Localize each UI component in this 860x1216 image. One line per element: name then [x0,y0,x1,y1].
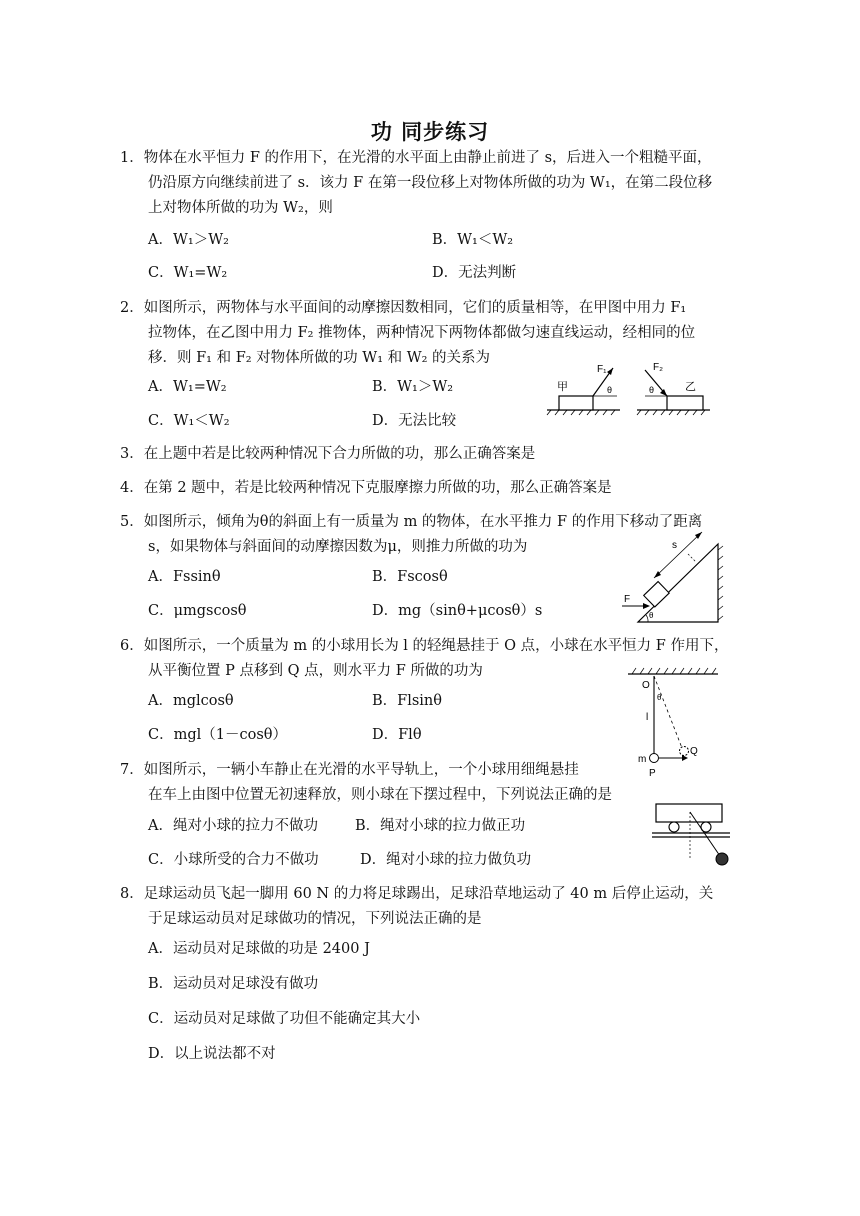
option: B．W₁＞W₂ [372,379,454,395]
question-line [120,758,740,783]
label-yi: 乙 [685,381,696,393]
figure-incline [618,524,728,628]
label-m: m [638,754,647,765]
option: B．Fscosθ [372,569,448,585]
label-s: s [672,540,677,551]
figure-right-push [637,362,710,415]
question-number: 4． [120,480,144,496]
figure-two-blocks [545,358,715,420]
figure-left-pull [547,364,620,415]
label-p: P [649,768,656,779]
option: D．绳对小球的拉力做负功 [360,852,532,868]
option: A．Fssinθ [148,569,221,585]
question-line: 在车上由图中位置无初速释放，则小球在下摆过程中，下列说法正确的是 [148,787,612,803]
question-line: 仍沿原方向继续前进了 s．该力 F 在第一段位移上对物体所做的功为 W₁，在第二段位移 [148,175,713,191]
question-text: 足球运动员飞起一脚用 60 N 的力将足球踢出，足球沿草地运动了 40 m 后停止运动，关 [143,886,714,902]
question-number: 3． [120,446,144,462]
option: A．绳对小球的拉力不做功 [148,818,318,834]
label-theta: θ [657,693,662,702]
question-text: 如图所示，两物体与水平面间的动摩擦因数相同，它们的质量相等，在甲图中用力 F₁ [143,300,687,316]
option: C．μmgscosθ [148,603,247,619]
question-line [120,146,740,171]
question-1 [120,146,740,221]
option: C．W₁＜W₂ [148,413,230,429]
question-line: 拉物体，在乙图中用力 F₂ 推物体，两种情况下两物体都做匀速直线运动，经相同的位 [148,325,696,341]
question-number: 8． [120,886,144,902]
option: B．运动员对足球没有做功 [148,976,319,992]
option: B．Flsinθ [372,693,443,709]
question-text: 如图所示，一辆小车静止在光滑的水平导轨上，一个小球用细绳悬挂 [143,762,579,778]
option: C．mgl（1－cosθ） [148,727,288,743]
question-7 [120,758,740,808]
question-4 [120,476,740,501]
label-theta: θ [607,385,613,395]
option: D．Flθ [372,727,422,743]
question-line: 移．则 F₁ 和 F₂ 对物体所做的功 W₁ 和 W₂ 的关系为 [148,350,491,366]
option: D．无法判断 [432,265,517,281]
question-line [120,296,740,321]
option: A．mglcosθ [148,693,234,709]
page-title: 功 同步练习 [370,119,490,144]
question-text: 物体在水平恒力 F 的作用下，在光滑的水平面上由静止前进了 s，后进入一个粗糙平面， [143,150,712,166]
label-q: Q [690,746,698,757]
label-theta: θ [649,611,654,620]
question-line: 于足球运动员对足球做功的情况，下列说法正确的是 [148,911,482,927]
question-line: s，如果物体与斜面间的动摩擦因数为μ，则推力所做的功为 [148,539,528,555]
question-line [120,476,740,501]
label-o: O [642,680,650,691]
question-text: 如图所示，倾角为θ的斜面上有一质量为 m 的物体，在水平推力 F 的作用下移动了距离 [143,514,703,530]
question-8 [120,882,740,932]
question-line [120,442,740,467]
option: A．W₁＞W₂ [148,232,229,248]
question-text: 如图所示，一个质量为 m 的小球用长为 l 的轻绳悬挂于 O 点，小球在水平恒力 F 作用下， [143,638,729,654]
question-line [120,634,740,659]
option: B．绳对小球的拉力做正功 [355,818,526,834]
question-number: 2． [120,300,144,316]
question-text: 在第 2 题中，若是比较两种情况下克服摩擦力所做的功，那么正确答案是 [143,480,612,496]
option: D．无法比较 [372,413,457,429]
question-number: 6． [120,638,144,654]
label-f1: F₁ [597,364,607,375]
question-text: 在上题中若是比较两种情况下合力所做的功，那么正确答案是 [143,446,536,462]
option: D．以上说法都不对 [148,1046,276,1062]
label-theta: θ [649,385,655,395]
label-force: F [624,594,631,605]
option: D．mg（sinθ+μcosθ）s [372,603,543,619]
question-line: 从平衡位置 P 点移到 Q 点，则水平力 F 所做的功为 [148,663,483,679]
option: C．运动员对足球做了功但不能确定其大小 [148,1011,421,1027]
question-line: 上对物体所做的功为 W₂，则 [148,200,333,216]
figure-cart [650,800,734,872]
option: B．W₁＜W₂ [432,232,514,248]
question-number: 5． [120,514,144,530]
question-line [120,882,740,907]
question-3 [120,442,740,467]
option: C．W₁=W₂ [148,265,228,281]
option: C．小球所受的合力不做功 [148,852,319,868]
question-number: 7． [120,762,144,778]
label-f2: F₂ [653,362,663,373]
label-l: l [646,712,649,723]
option: A．W₁=W₂ [148,379,227,395]
option: A．运动员对足球做的功是 2400 J [148,941,370,957]
question-number: 1． [120,150,144,166]
label-jia: 甲 [557,381,568,393]
